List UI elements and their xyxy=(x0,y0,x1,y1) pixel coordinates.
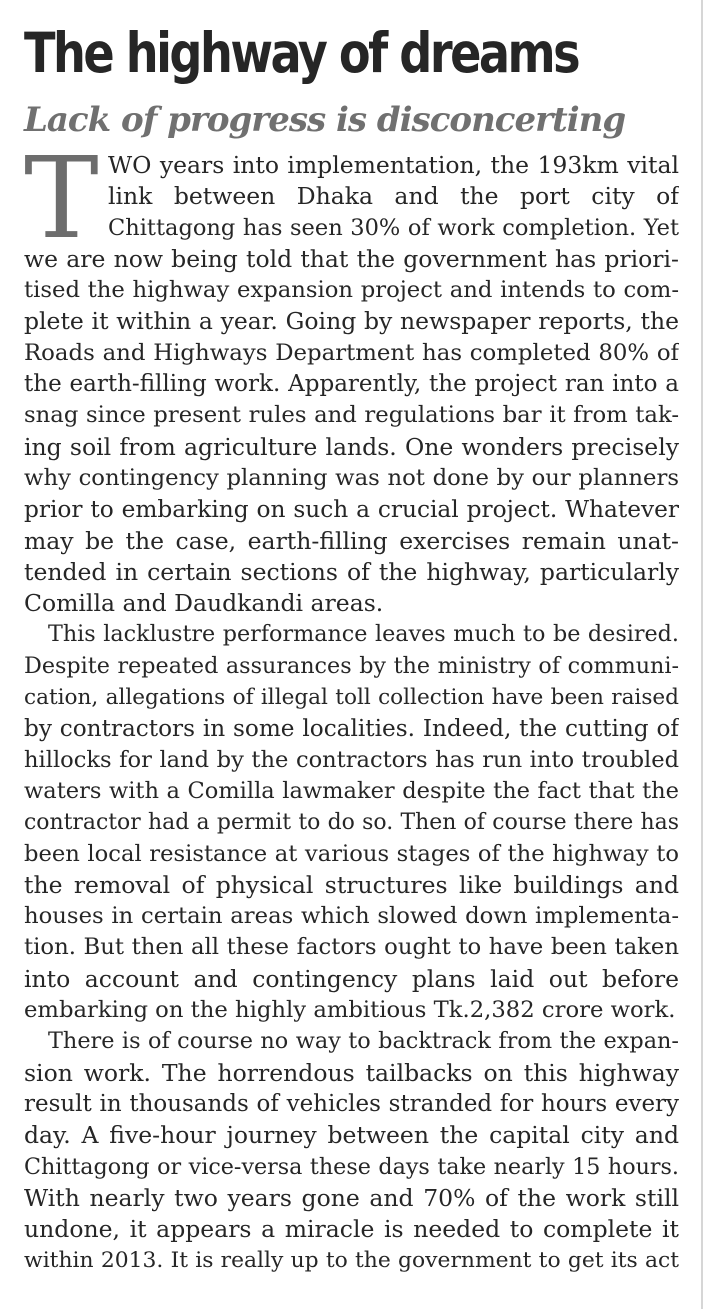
text-line: been local resistance at various stages of the highway to xyxy=(24,840,679,867)
paragraph-3 xyxy=(24,1026,679,1276)
text-line: WO years into implementation, the 193km vital xyxy=(108,151,679,179)
text-line: houses in certain areas which slowed down implementa- xyxy=(24,903,679,930)
text-line: the removal of physical structures like buildings and xyxy=(24,870,679,899)
text-line: plete it within a year. Going by newspaper reports, the xyxy=(24,307,679,336)
subheadline: Lack of progress is disconcerting xyxy=(24,100,626,140)
text-line: hillocks for land by the contractors has run into troubled xyxy=(24,746,679,773)
text-line: the earth-filling work. Apparently, the project ran into a xyxy=(24,371,679,398)
text-line: contractor had a permit to do so. Then of course there has xyxy=(24,810,679,836)
text-line: There is of course no way to backtrack from the expan- xyxy=(48,1028,679,1055)
text-line: result in thousands of vehicles stranded for hours every xyxy=(24,1090,679,1117)
text-line: With nearly two years gone and 70% of the work still xyxy=(24,1183,679,1212)
text-line: may be the case, earth-filling exercises remain unat- xyxy=(24,526,679,555)
text-line: embarking on the highly ambitious Tk.2,382 crore work. xyxy=(24,997,676,1024)
text-line: into account and contingency plans laid out before xyxy=(24,964,679,993)
drop-cap: T xyxy=(24,134,99,264)
text-line: link between Dhaka and the port city of xyxy=(108,182,679,211)
text-line: why contingency planning was not done by our planners xyxy=(24,464,679,491)
article-body xyxy=(24,134,679,1277)
text-line: within 2013. It is really up to the government to get its act xyxy=(24,1248,679,1274)
text-line: Despite repeated assurances by the ministry of communi- xyxy=(24,652,679,679)
text-line: Roads and Highways Department has completed 80% of xyxy=(24,339,679,366)
text-line: prior to embarking on such a crucial project. Whatever xyxy=(24,496,679,524)
text-line: ing soil from agriculture lands. One wonders precisely xyxy=(24,432,679,461)
paragraph-2 xyxy=(24,619,679,1026)
text-line: Chittagong or vice-versa these days take nearly 15 hours. xyxy=(24,1153,679,1180)
text-line: sion work. The horrendous tailbacks on this highway xyxy=(24,1058,679,1087)
text-line: waters with a Comilla lawmaker despite the fact that the xyxy=(24,777,679,804)
headline: The highway of dreams xyxy=(24,21,579,85)
text-line: tended in certain sections of the highway, particularly xyxy=(24,557,679,586)
text-line: tion. But then all these factors ought to have been taken xyxy=(24,934,679,961)
paragraph-1 xyxy=(24,134,679,619)
text-line: tised the highway expansion project and intends to com- xyxy=(24,277,679,304)
text-line: snag since present rules and regulations bar it from tak- xyxy=(24,402,679,429)
text-line: day. A five-hour journey between the capital city and xyxy=(24,1121,679,1150)
text-line: cation, allegations of illegal toll collection have been raised xyxy=(24,685,679,711)
text-line: by contractors in some localities. Indeed, the cutting of xyxy=(24,715,679,743)
text-line: Chittagong has seen 30% of work completion. Yet xyxy=(108,214,679,241)
text-line: Comilla and Daudkandi areas. xyxy=(24,589,384,618)
text-line: we are now being told that the government has priori- xyxy=(24,244,679,273)
text-line: undone, it appears a miracle is needed to complete it xyxy=(24,1215,679,1244)
text-line: This lacklustre performance leaves much to be desired. xyxy=(48,621,679,648)
